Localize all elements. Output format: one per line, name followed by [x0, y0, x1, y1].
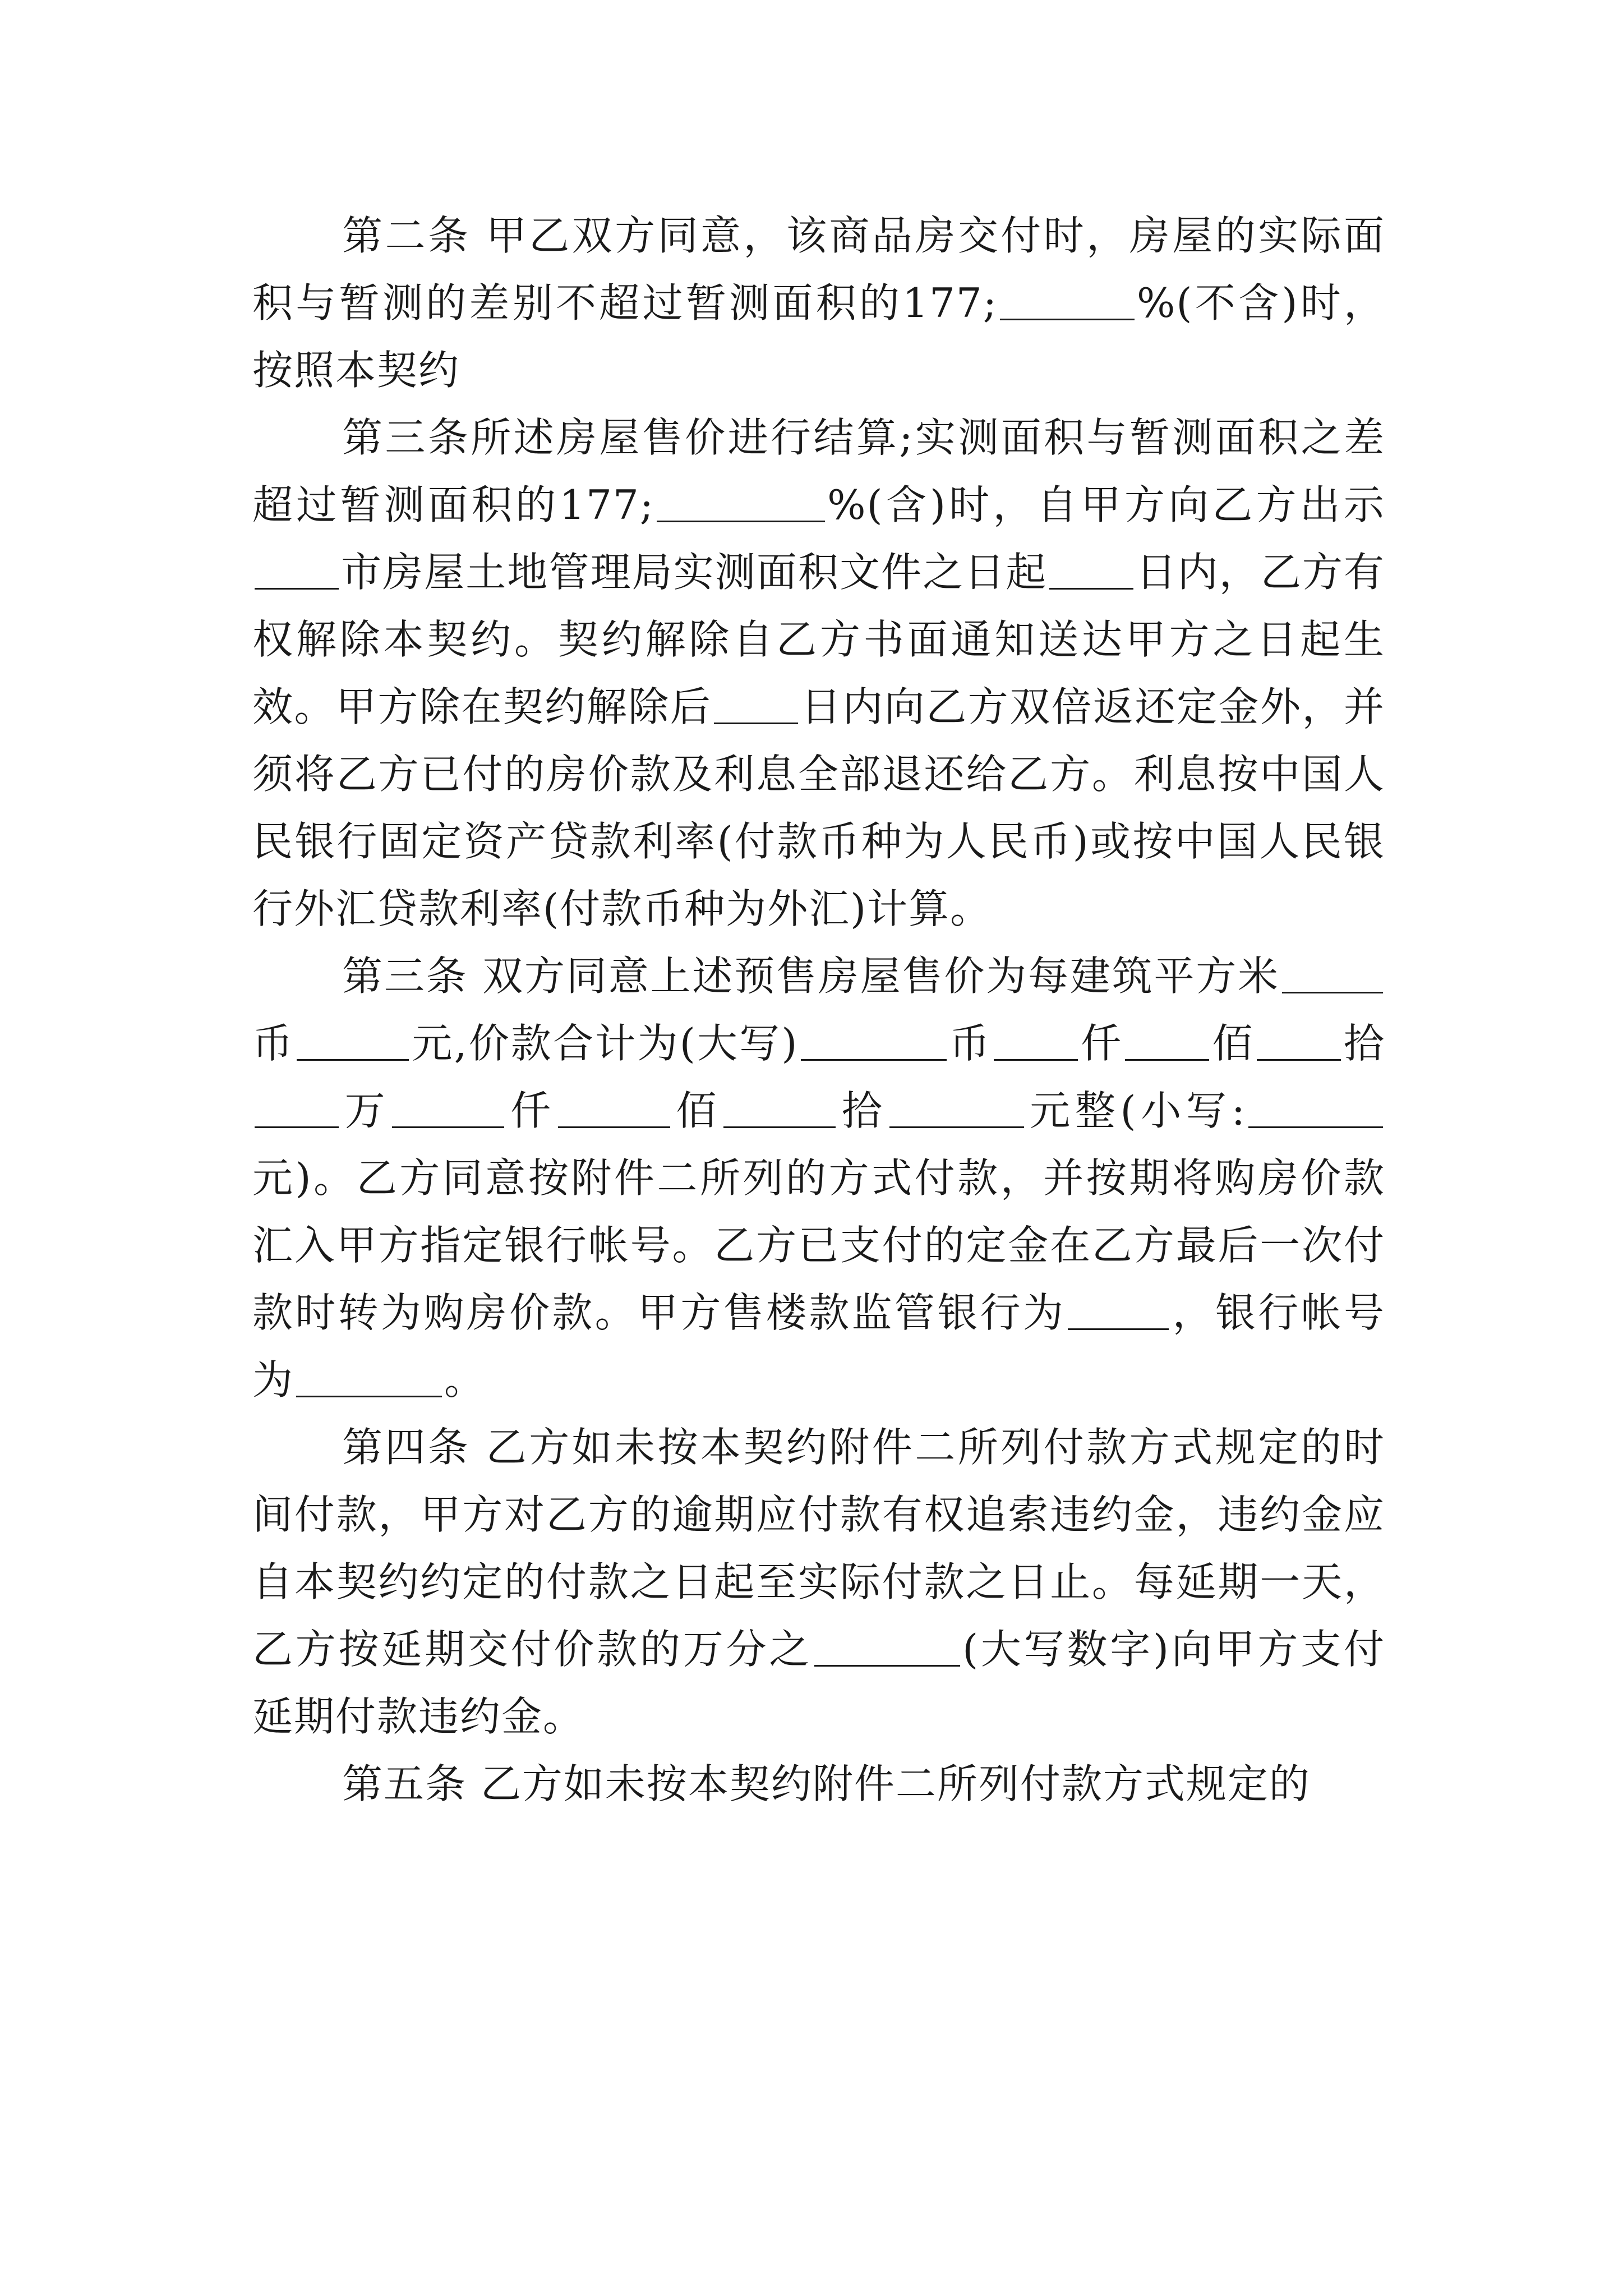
blank-field: [296, 1356, 442, 1397]
blank-field: [714, 683, 798, 724]
article-2-paragraph: [252, 202, 1385, 404]
blank-field: [1049, 549, 1133, 590]
blank-field: [1068, 1289, 1169, 1330]
article-4-text: (大写数字)向甲方支付延期付款违约金。: [252, 1626, 1385, 1740]
article-3-settlement-paragraph: [252, 404, 1385, 942]
article-3-text: 日内向乙方双倍返还定金外，并须将乙方已付的房价款及利息全部退还给乙方。利息按中国人民银行固定资产贷款利率(付款币种为人民币)或按中国人民银行外汇贷款利率(付款币种为外汇)计算。: [252, 683, 1385, 932]
blank-field: [657, 481, 825, 522]
article-3-text: %(含)时，自甲方向乙方出示: [827, 481, 1385, 528]
article-3-price-text: 元整(小写:: [1026, 1087, 1246, 1134]
article-4-text: 第四条 乙方如未按本契约附件二所列付款方式规定的时间付款，甲方对乙方的逾期应付款有权追索违约金，违约金应自本契约约定的付款之日起至实际付款之日止。每延期一天，乙方按延期交付价款的万分之: [252, 1424, 1385, 1673]
article-3-text: 日内，乙方有权解除本契约。契约解除自乙方书面通知送达甲方之日起生效。甲方除在契约解除后: [252, 549, 1385, 730]
article-3-price-text: 。: [444, 1356, 486, 1404]
blank-field: [297, 1020, 409, 1061]
blank-field: [558, 1087, 670, 1128]
blank-field: [814, 1626, 960, 1667]
article-3-price-text: 币: [948, 1020, 992, 1067]
article-3-price-text: ，银行帐号为: [252, 1289, 1385, 1404]
article-3-price-text: 佰: [672, 1087, 722, 1134]
blank-field: [1125, 1020, 1209, 1061]
article-5-paragraph: [252, 1750, 1385, 1818]
article-3-price-paragraph: [252, 942, 1385, 1414]
article-3-price-text: 佰: [1211, 1020, 1255, 1067]
blank-field: [1282, 953, 1383, 993]
article-3-text: 第三条所述房屋售价进行结算;实测面积与暂测面积之差超过暂测面积的177;: [252, 414, 1385, 528]
blank-field: [723, 1087, 836, 1128]
blank-field: [889, 1087, 1024, 1128]
article-3-price-text: 万: [341, 1087, 390, 1134]
article-3-price-text: 拾: [838, 1087, 887, 1134]
article-3-price-text: 仟: [506, 1087, 556, 1134]
blank-field: [801, 1020, 947, 1061]
document-body: [252, 202, 1385, 1818]
blank-field: [255, 549, 339, 590]
article-3-price-text: 元)。乙方同意按附件二所列的方式付款，并按期将购房价款汇入甲方指定银行帐号。乙方已支付的定金在乙方最后一次付款时转为购房价款。甲方售楼款监管银行为: [252, 1154, 1385, 1336]
article-3-price-text: 第三条 双方同意上述预售房屋售价为每建筑平方米: [342, 953, 1280, 1000]
article-3-price-text: 拾: [1343, 1020, 1385, 1067]
article-3-text: 市房屋土地管理局实测面积文件之日起: [341, 549, 1048, 596]
blank-field: [1000, 279, 1135, 320]
article-2-text: 第二条 甲乙双方同意，该商品房交付时，房屋的实际面积与暂测的差别不超过暂测面积的177;: [252, 212, 1385, 326]
article-3-price-text: 仟: [1080, 1020, 1123, 1067]
article-3-price-text: 元,价款合计为(大写): [411, 1020, 799, 1067]
blank-field: [1248, 1087, 1383, 1128]
blank-field: [994, 1020, 1078, 1061]
article-2-text: %(不含)时，按照本契约: [252, 279, 1385, 394]
article-4-paragraph: [252, 1414, 1385, 1750]
blank-field: [255, 1087, 339, 1128]
blank-field: [1257, 1020, 1341, 1061]
blank-field: [392, 1087, 504, 1128]
article-3-price-text: 币: [252, 1020, 295, 1067]
article-5-text: 第五条 乙方如未按本契约附件二所列付款方式规定的: [342, 1760, 1311, 1807]
